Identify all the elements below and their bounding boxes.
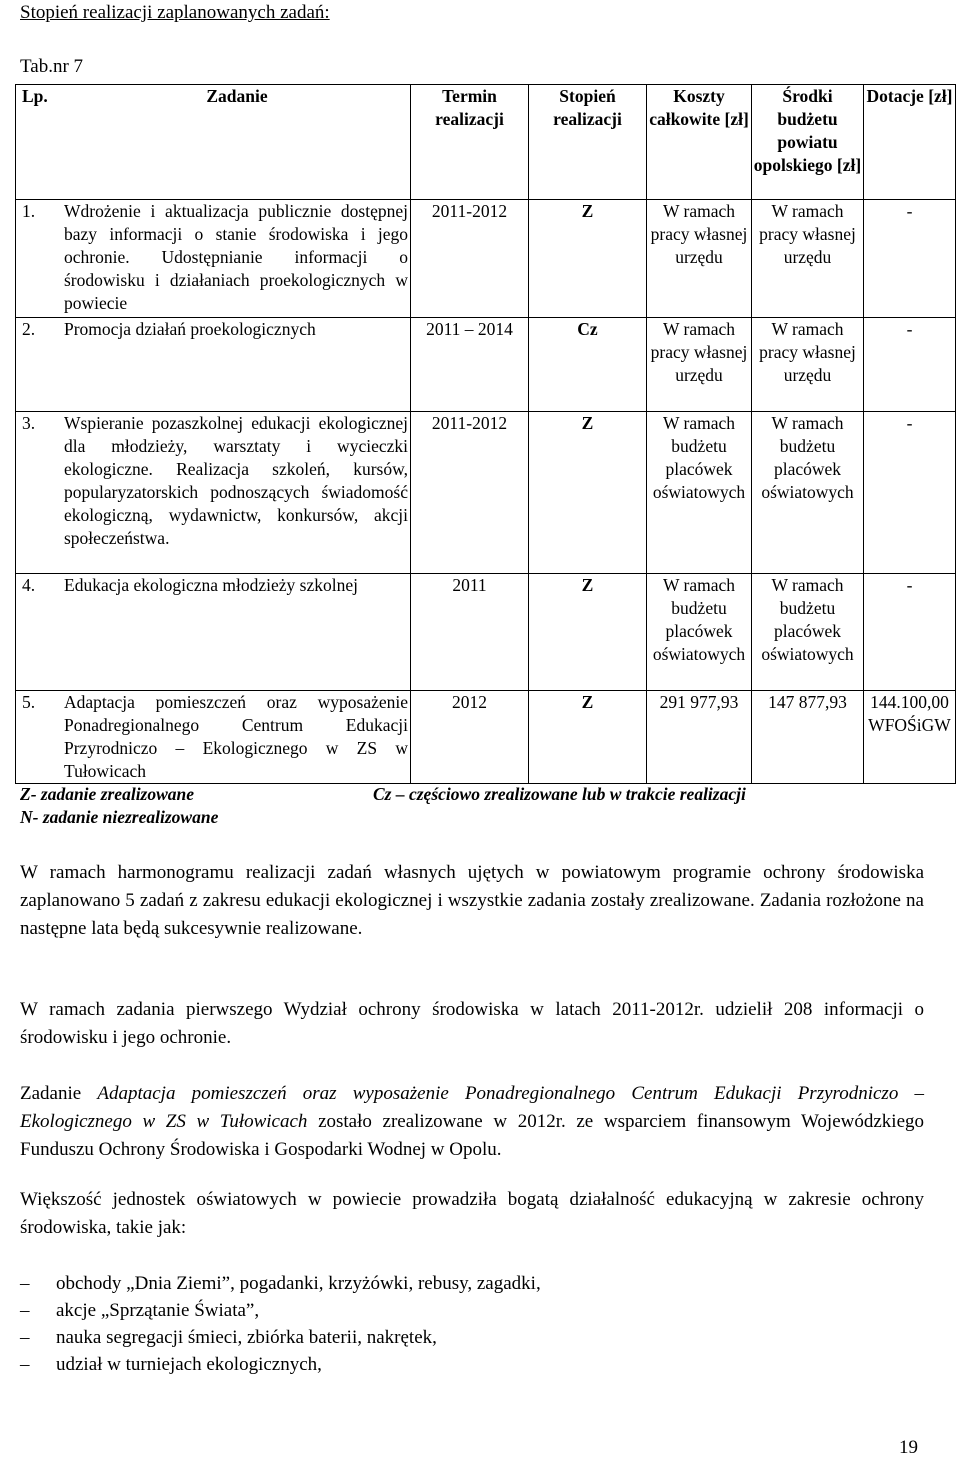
tasks-table: [15, 84, 956, 784]
row-number: 2.: [22, 319, 36, 339]
row-cost: W ramach pracy własnej urzędu: [647, 200, 752, 318]
row-task: [16, 318, 411, 412]
header-task-label: Zadanie: [206, 86, 268, 106]
bullet-dash: –: [20, 1327, 30, 1348]
bullet-dash: –: [20, 1354, 30, 1375]
table-row: [16, 691, 956, 784]
row-degree: Cz: [529, 318, 647, 412]
row-number: 1.: [22, 201, 36, 221]
row-budget: W ramach budżetu placówek oświatowych: [752, 412, 864, 574]
header-grants: Dotacje [zł]: [864, 85, 956, 200]
list-item-text: nauka segregacji śmieci, zbiórka baterii, nakrętek,: [56, 1327, 437, 1348]
row-task-text: Wspieranie pozaszkolnej edukacji ekologicznej dla młodzieży, warsztaty i wycieczki ekologiczne. Realizacja szkoleń, kursów, popularyzatorskich podnoszących świadomość ekologiczną, wydawnictw, konkursów, akcji społeczeństwa.: [64, 413, 408, 548]
row-cost: 291 977,93: [647, 691, 752, 784]
row-budget: W ramach pracy własnej urzędu: [752, 200, 864, 318]
row-task: [16, 691, 411, 784]
row-task: [16, 200, 411, 318]
row-grants: -: [864, 200, 956, 318]
activities-list: [20, 1270, 541, 1378]
section-heading: Stopień realizacji zaplanowanych zadań:: [20, 2, 330, 23]
legend-n: N- zadanie niezrealizowane: [20, 807, 219, 827]
table-row: [16, 200, 956, 318]
row-budget: 147 877,93: [752, 691, 864, 784]
paragraph-task-one: W ramach zadania pierwszego Wydział ochrony środowiska w latach 2011-2012r. udzielił 208 informacji o środowisku i jego ochronie.: [20, 999, 924, 1048]
row-number: 4.: [22, 575, 36, 595]
list-item: [20, 1351, 541, 1378]
row-budget: W ramach budżetu placówek oświatowych: [752, 574, 864, 691]
row-degree: Z: [529, 574, 647, 691]
bullet-dash: –: [20, 1300, 30, 1321]
table-label: Tab.nr 7: [20, 56, 84, 77]
paragraph-task-five: [20, 1080, 924, 1164]
list-item: [20, 1324, 541, 1351]
header-term: Termin realizacji: [411, 85, 529, 200]
list-item-text: obchody „Dnia Ziemi”, pogadanki, krzyżówki, rebusy, zagadki,: [56, 1273, 541, 1294]
row-cost: W ramach budżetu placówek oświatowych: [647, 412, 752, 574]
row-term: 2011: [411, 574, 529, 691]
row-task: [16, 574, 411, 691]
header-lp: Lp.: [22, 86, 48, 106]
row-term: 2011 – 2014: [411, 318, 529, 412]
table-row: [16, 574, 956, 691]
row-number: 3.: [22, 413, 36, 433]
row-task-text: Edukacja ekologiczna młodzieży szkolnej: [64, 575, 358, 595]
row-grants: 144.100,00 WFOŚiGW: [864, 691, 956, 784]
row-grants: -: [864, 574, 956, 691]
row-degree: Z: [529, 412, 647, 574]
bullet-dash: –: [20, 1273, 30, 1294]
legend-cz: Cz – częściowo zrealizowane lub w trakcie realizacji: [373, 784, 746, 804]
legend-z: Z- zadanie zrealizowane: [20, 784, 195, 804]
row-task-text: Wdrożenie i aktualizacja publicznie dostępnej bazy informacji o stanie środowiska i jego ochronie. Udostępnianie informacji o środowisku i działaniach proekologicznych w powiecie: [64, 201, 408, 313]
row-grants: -: [864, 412, 956, 574]
paragraph-schools: Większość jednostek oświatowych w powiecie prowadziła bogatą działalność edukacyjną w zakresie ochrony środowiska, takie jak:: [20, 1189, 924, 1238]
row-term: 2011-2012: [411, 200, 529, 318]
paragraph-task-five-title: Adaptacja pomieszczeń oraz wyposażenie Ponadregionalnego Centrum Edukacji Przyrodniczo – Ekologicznego w ZS w Tułowicach: [20, 1083, 924, 1132]
row-grants: -: [864, 318, 956, 412]
table-row: [16, 412, 956, 574]
row-term: 2011-2012: [411, 412, 529, 574]
row-task-text: Promocja działań proekologicznych: [64, 319, 316, 339]
header-cost: Koszty całkowite [zł]: [647, 85, 752, 200]
paragraph-summary: W ramach harmonogramu realizacji zadań własnych ujętych w powiatowym programie ochrony środowiska zaplanowano 5 zadań z zakresu edukacji ekologicznej i wszystkie zadania zostały zrealizowane. Zadania rozłożone na następne lata będą sukcesywnie realizowane.: [20, 862, 924, 939]
row-budget: W ramach pracy własnej urzędu: [752, 318, 864, 412]
row-term: 2012: [411, 691, 529, 784]
row-degree: Z: [529, 200, 647, 318]
page-number: 19: [899, 1437, 918, 1458]
header-task: [16, 85, 411, 200]
row-task-text: Adaptacja pomieszczeń oraz wyposażenie Ponadregionalnego Centrum Edukacji Przyrodniczo – Ekologicznego w ZS w Tułowicach: [64, 692, 408, 781]
list-item: [20, 1270, 541, 1297]
list-item-text: akcje „Sprzątanie Świata”,: [56, 1300, 260, 1321]
row-cost: W ramach budżetu placówek oświatowych: [647, 574, 752, 691]
header-budget: Środki budżetu powiatu opolskiego [zł]: [752, 85, 864, 200]
row-task: [16, 412, 411, 574]
list-item-text: udział w turniejach ekologicznych,: [56, 1354, 322, 1375]
list-item: [20, 1297, 541, 1324]
table-header-row: [16, 85, 956, 200]
legend-left: [20, 783, 218, 829]
paragraph-task-five-start: Zadanie: [20, 1083, 82, 1104]
paragraph-task-five-end: zostało zrealizowane w 2012r. ze wsparciem finansowym Wojewódzkiego Funduszu Ochrony Środowiska i Gospodarki Wodnej w Opolu.: [20, 1111, 925, 1160]
row-number: 5.: [22, 692, 36, 712]
row-degree: Z: [529, 691, 647, 784]
row-cost: W ramach pracy własnej urzędu: [647, 318, 752, 412]
table-row: [16, 318, 956, 412]
header-degree: Stopień realizacji: [529, 85, 647, 200]
